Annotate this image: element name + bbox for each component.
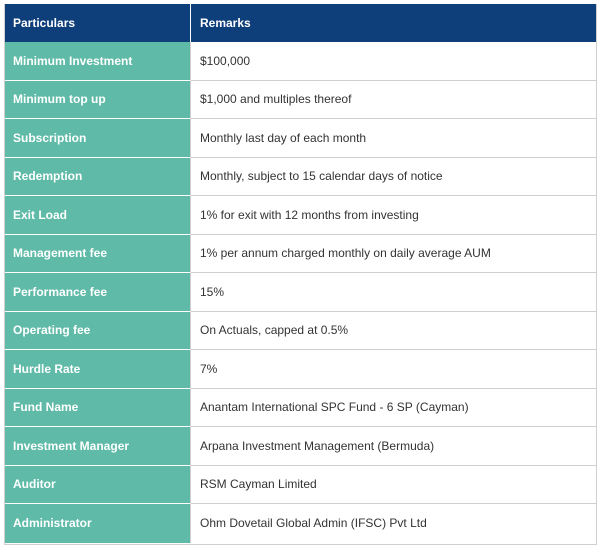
table-header-row [5,4,596,42]
header-remarks: Remarks [200,16,251,30]
row-value: 1% per annum charged monthly on daily average AUM [191,235,596,274]
row-value: 1% for exit with 12 months from investing [191,196,596,235]
table-row [5,427,596,466]
row-value: Monthly, subject to 15 calendar days of notice [191,158,596,197]
row-label: Auditor [5,466,191,505]
row-label: Minimum Investment [5,42,191,81]
row-value: Anantam International SPC Fund - 6 SP (Cayman) [191,389,596,428]
table-row [5,158,596,197]
row-label: Investment Manager [5,427,191,466]
table-row [5,235,596,274]
table-row [5,119,596,158]
row-label: Operating fee [5,312,191,351]
row-label: Management fee [5,235,191,274]
table-row [5,196,596,235]
row-label: Fund Name [5,389,191,428]
row-value: $100,000 [191,42,596,81]
row-value: 7% [191,350,596,389]
fund-terms-table [4,4,597,545]
row-label: Hurdle Rate [5,350,191,389]
row-value: RSM Cayman Limited [191,466,596,505]
row-label: Exit Load [5,196,191,235]
table-row [5,350,596,389]
table-row [5,504,596,543]
header-particulars: Particulars [5,4,191,42]
row-value: Monthly last day of each month [191,119,596,158]
row-value: 15% [191,273,596,312]
row-label: Performance fee [5,273,191,312]
table-row [5,273,596,312]
row-label: Subscription [5,119,191,158]
table-row [5,312,596,351]
table-row [5,81,596,120]
row-value: $1,000 and multiples thereof [191,81,596,120]
row-value: Ohm Dovetail Global Admin (IFSC) Pvt Ltd [191,504,596,543]
row-value: Arpana Investment Management (Bermuda) [191,427,596,466]
row-value: On Actuals, capped at 0.5% [191,312,596,351]
table-row [5,42,596,81]
table-row [5,466,596,505]
row-label: Administrator [5,504,191,543]
table-row [5,389,596,428]
row-label: Minimum top up [5,81,191,120]
row-label: Redemption [5,158,191,197]
